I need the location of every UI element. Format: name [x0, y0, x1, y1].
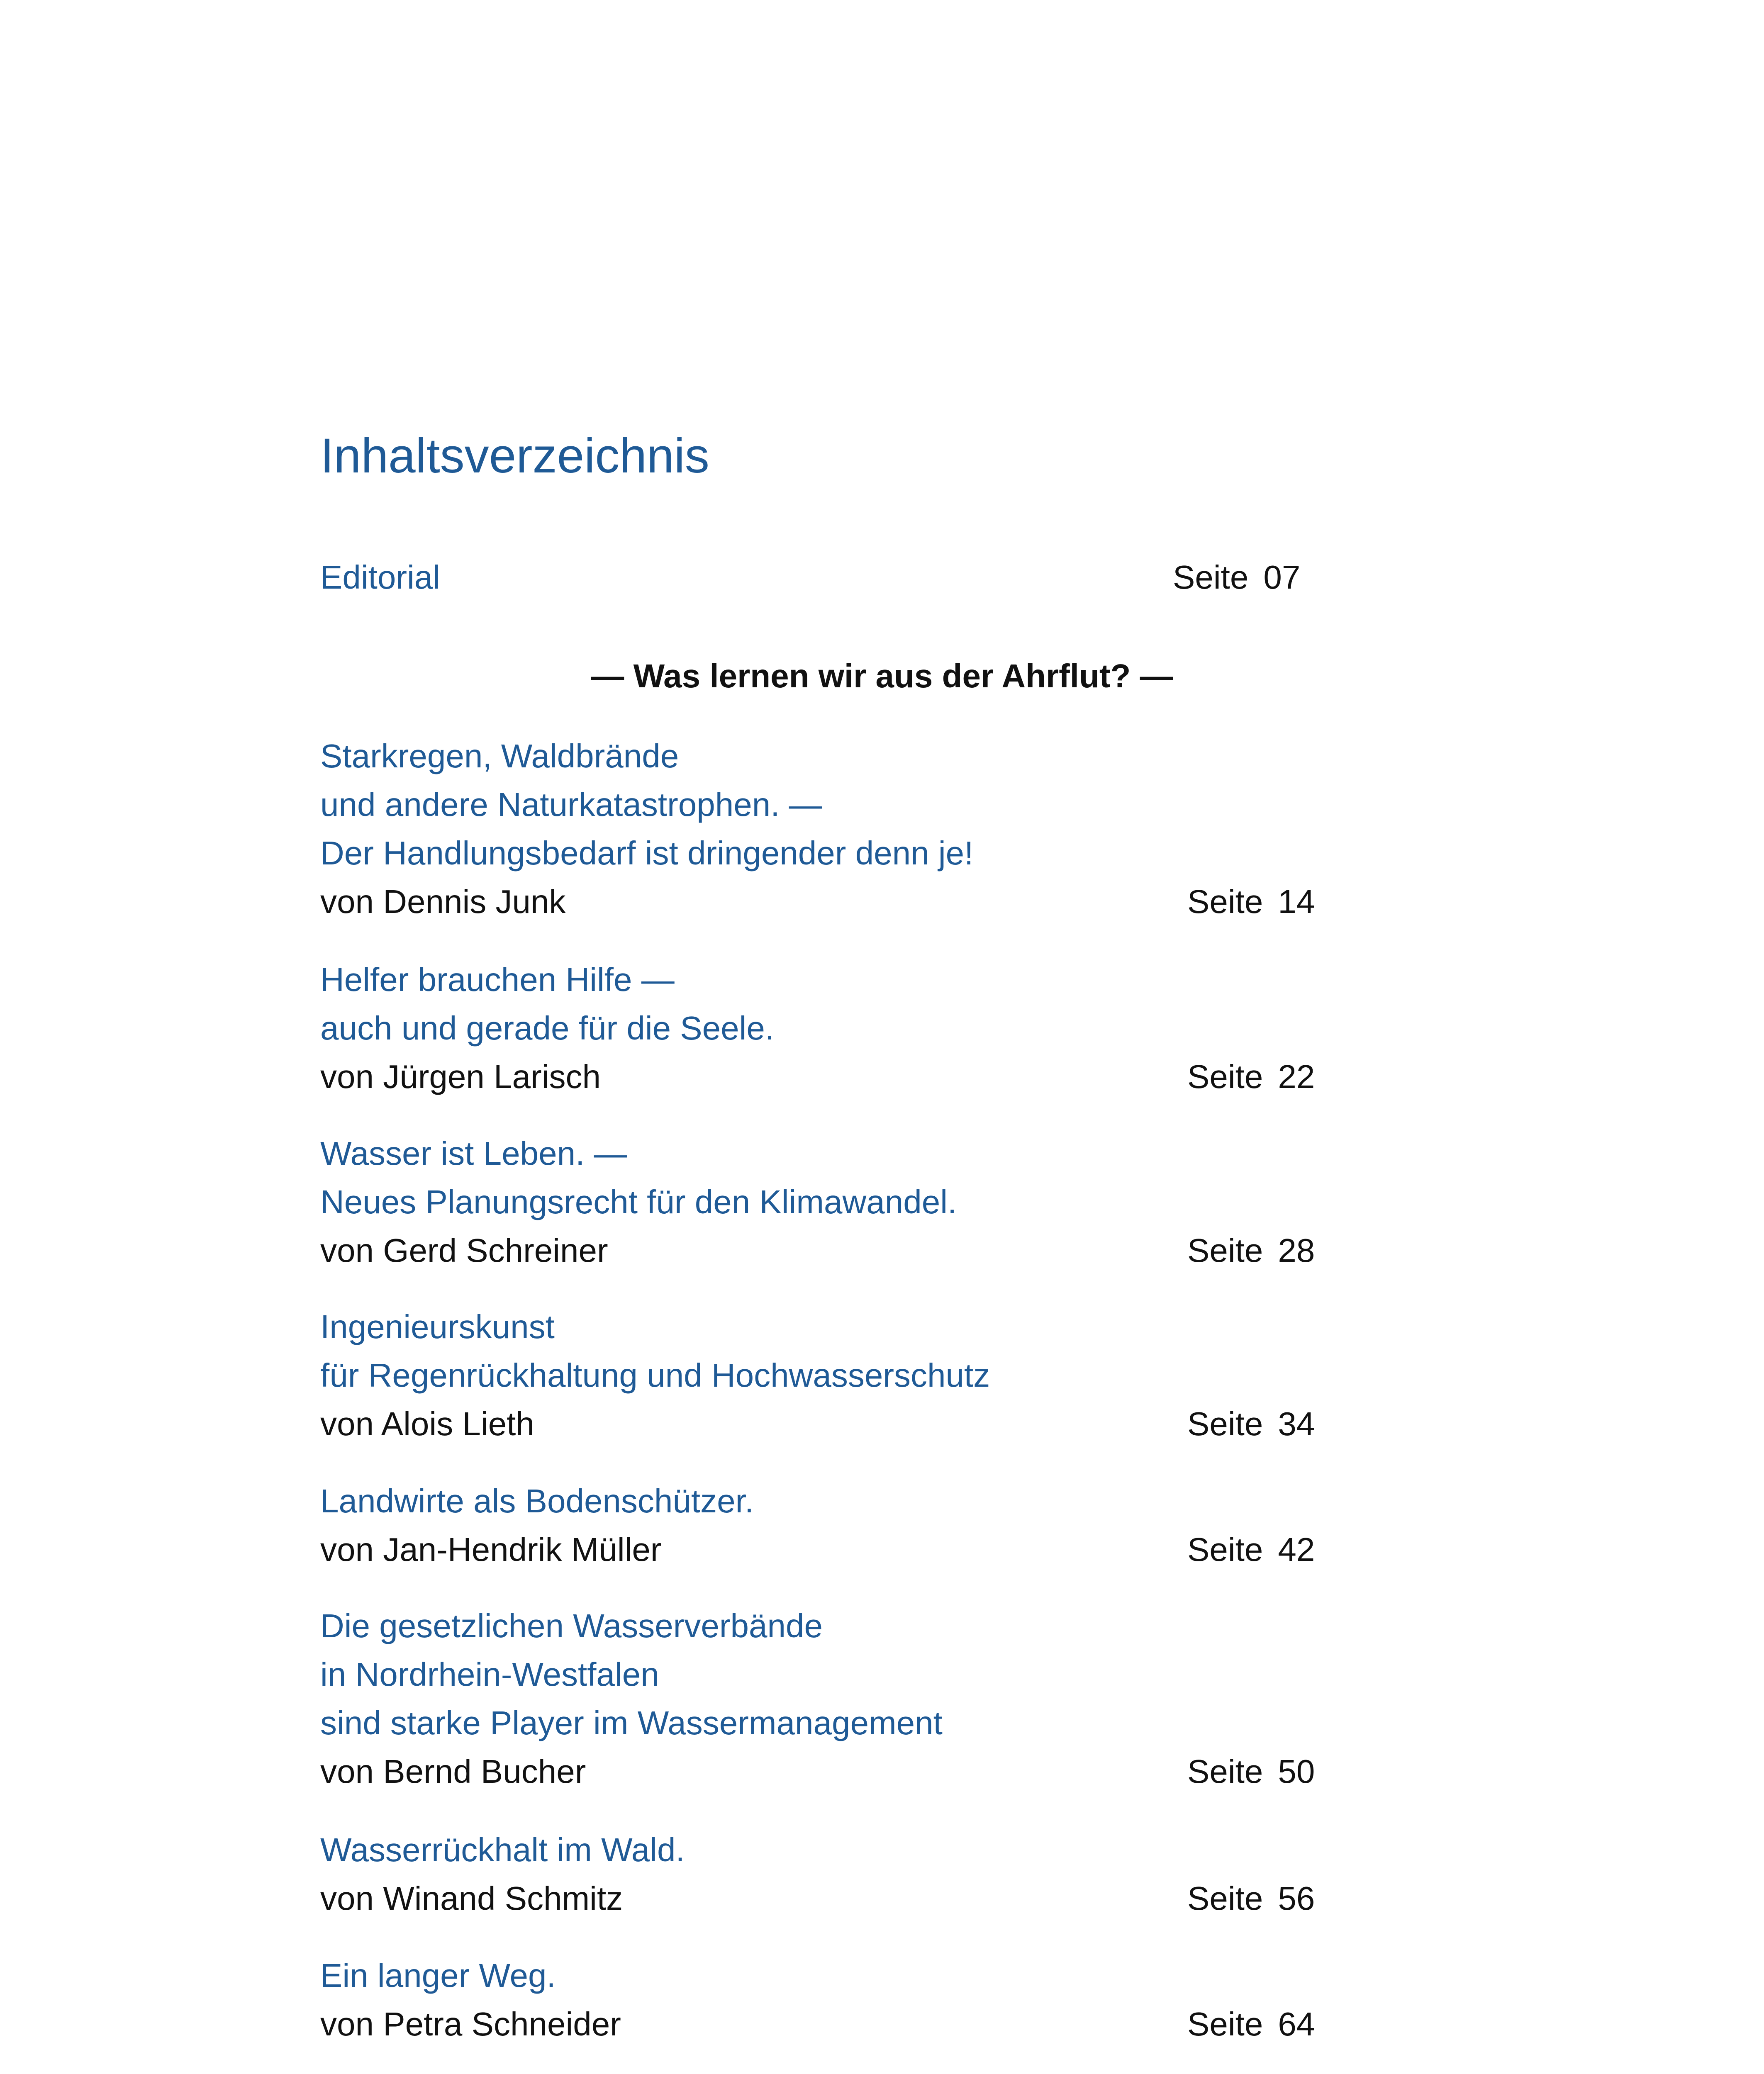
- toc-entry-editorial-title[interactable]: Editorial: [320, 559, 441, 596]
- toc-entry-title-line[interactable]: Wasser ist Leben. —: [320, 1135, 627, 1172]
- toc-entry-page: [1187, 1882, 1315, 1915]
- toc-entry-title-line[interactable]: Ingenieurskunst: [320, 1308, 555, 1345]
- toc-entry-author: von Jürgen Larisch: [320, 1058, 601, 1095]
- page-ref: 34: [1278, 1405, 1315, 1442]
- toc-entry-title-line[interactable]: in Nordrhein-Westfalen: [320, 1656, 659, 1693]
- toc-entry-author: von Petra Schneider: [320, 2006, 621, 2042]
- toc-entry-page: [1187, 1407, 1315, 1441]
- page-label: Seite: [1173, 559, 1249, 596]
- toc-entry-title-line[interactable]: sind starke Player im Wassermanagement: [320, 1704, 943, 1741]
- page-label: Seite: [1187, 1405, 1263, 1442]
- page-ref: 07: [1263, 559, 1301, 596]
- toc-entry-author: von Dennis Junk: [320, 883, 566, 920]
- toc-entry-title-line[interactable]: Wasserrückhalt im Wald.: [320, 1831, 685, 1868]
- toc-entry-title-line[interactable]: Die gesetzlichen Wasserverbände: [320, 1607, 823, 1644]
- page-ref: 50: [1278, 1753, 1315, 1790]
- toc-entry-editorial-page: [1173, 561, 1300, 594]
- page-label: Seite: [1187, 1880, 1263, 1917]
- toc-entry-author: von Bernd Bucher: [320, 1753, 586, 1790]
- toc-entry-author: von Alois Lieth: [320, 1405, 534, 1442]
- page-ref: 42: [1278, 1531, 1315, 1568]
- toc-entry-author: von Winand Schmitz: [320, 1880, 623, 1917]
- page-ref: 56: [1278, 1880, 1315, 1917]
- page-ref: 64: [1278, 2006, 1315, 2042]
- toc-entry-author: von Gerd Schreiner: [320, 1232, 608, 1269]
- page-ref: 14: [1278, 883, 1315, 920]
- toc-entry-title-line[interactable]: Ein langer Weg.: [320, 1957, 556, 1994]
- page-label: Seite: [1187, 1753, 1263, 1790]
- toc-entry-title-line[interactable]: auch und gerade für die Seele.: [320, 1010, 775, 1047]
- toc-entry-page: [1187, 1234, 1315, 1267]
- page-label: Seite: [1187, 2006, 1263, 2042]
- toc-entry-title-line[interactable]: Der Handlungsbedarf ist dringender denn je!: [320, 835, 974, 871]
- toc-title: Inhaltsverzeichnis: [320, 428, 709, 483]
- page-label: Seite: [1187, 1232, 1263, 1269]
- toc-entry-title-line[interactable]: Neues Planungsrecht für den Klimawandel.: [320, 1183, 957, 1220]
- toc-entry-page: [1187, 1533, 1315, 1566]
- page-label: Seite: [1187, 883, 1263, 920]
- toc-entry-author: von Jan-Hendrik Müller: [320, 1531, 662, 1568]
- toc-entry-page: [1187, 1060, 1315, 1093]
- toc-entry-page: [1187, 1755, 1315, 1788]
- toc-entry-title-line[interactable]: Helfer brauchen Hilfe —: [320, 961, 675, 998]
- page-label: Seite: [1187, 1531, 1263, 1568]
- section-heading: — Was lernen wir aus der Ahrflut? —: [591, 657, 1173, 694]
- page-label: Seite: [1187, 1058, 1263, 1095]
- toc-entry-title-line[interactable]: und andere Naturkatastrophen. —: [320, 786, 822, 823]
- toc-entry-page: [1187, 2008, 1315, 2041]
- page-ref: 22: [1278, 1058, 1315, 1095]
- toc-entry-title-line[interactable]: Starkregen, Waldbrände: [320, 738, 679, 774]
- page-ref: 28: [1278, 1232, 1315, 1269]
- toc-entry-title-line[interactable]: für Regenrückhaltung und Hochwasserschutz: [320, 1357, 990, 1394]
- toc-entry-title-line[interactable]: Landwirte als Bodenschützer.: [320, 1482, 754, 1519]
- toc-entry-page: [1187, 885, 1315, 918]
